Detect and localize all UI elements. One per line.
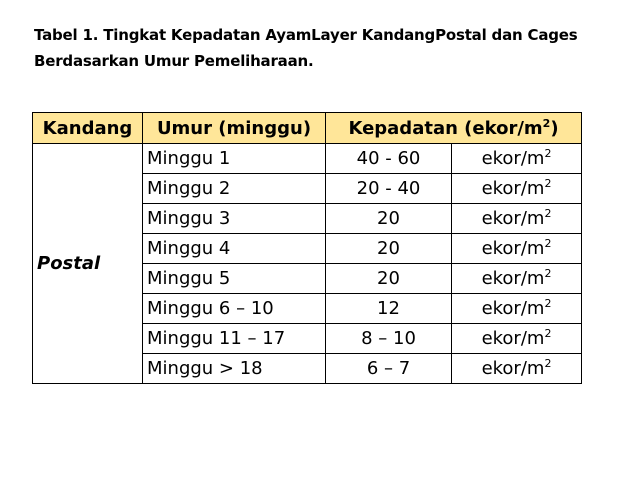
kandang-cell: Postal — [33, 144, 143, 384]
unit-base: ekor/m — [481, 328, 545, 349]
unit-cell — [452, 264, 582, 294]
header-kepadatan-close: ) — [550, 117, 559, 139]
unit-base: ekor/m — [481, 208, 545, 229]
kepadatan-value-cell: 20 - 40 — [326, 174, 452, 204]
unit-cell — [452, 324, 582, 354]
header-kepadatan-sup: 2 — [542, 116, 551, 130]
unit-base: ekor/m — [481, 358, 545, 379]
umur-cell: Minggu 11 – 17 — [143, 324, 326, 354]
table-row — [33, 144, 582, 174]
unit-sup: 2 — [544, 357, 552, 370]
caption-line-1: Tabel 1. Tingkat Kepadatan AyamLayer KandangPostal dan Cages — [34, 26, 578, 44]
unit-sup: 2 — [544, 297, 552, 310]
unit-cell — [452, 204, 582, 234]
umur-cell: Minggu 1 — [143, 144, 326, 174]
unit-cell — [452, 354, 582, 384]
header-row — [33, 113, 582, 144]
unit-sup: 2 — [544, 147, 552, 160]
kepadatan-value-cell: 20 — [326, 264, 452, 294]
unit-base: ekor/m — [481, 268, 545, 289]
unit-base: ekor/m — [481, 238, 545, 259]
unit-base: ekor/m — [481, 298, 545, 319]
unit-cell — [452, 294, 582, 324]
umur-cell: Minggu 5 — [143, 264, 326, 294]
umur-cell: Minggu 6 – 10 — [143, 294, 326, 324]
unit-sup: 2 — [544, 237, 552, 250]
unit-cell — [452, 144, 582, 174]
unit-base: ekor/m — [481, 178, 545, 199]
umur-cell: Minggu > 18 — [143, 354, 326, 384]
kepadatan-value-cell: 6 – 7 — [326, 354, 452, 384]
caption-line-2: Berdasarkan Umur Pemeliharaan. — [34, 52, 314, 70]
density-table — [32, 112, 582, 384]
unit-cell — [452, 174, 582, 204]
header-kepadatan-text: Kepadatan (ekor/m — [348, 117, 543, 139]
unit-base: ekor/m — [481, 148, 545, 169]
umur-cell: Minggu 3 — [143, 204, 326, 234]
umur-cell: Minggu 4 — [143, 234, 326, 264]
kepadatan-value-cell: 12 — [326, 294, 452, 324]
unit-cell — [452, 234, 582, 264]
kepadatan-value-cell: 8 – 10 — [326, 324, 452, 354]
kepadatan-value-cell: 40 - 60 — [326, 144, 452, 174]
unit-sup: 2 — [544, 177, 552, 190]
unit-sup: 2 — [544, 207, 552, 220]
unit-sup: 2 — [544, 267, 552, 280]
header-kepadatan — [326, 113, 582, 144]
unit-sup: 2 — [544, 327, 552, 340]
umur-cell: Minggu 2 — [143, 174, 326, 204]
kepadatan-value-cell: 20 — [326, 234, 452, 264]
table-caption — [34, 22, 614, 74]
header-kandang: Kandang — [33, 113, 143, 144]
kepadatan-value-cell: 20 — [326, 204, 452, 234]
header-umur: Umur (minggu) — [143, 113, 326, 144]
